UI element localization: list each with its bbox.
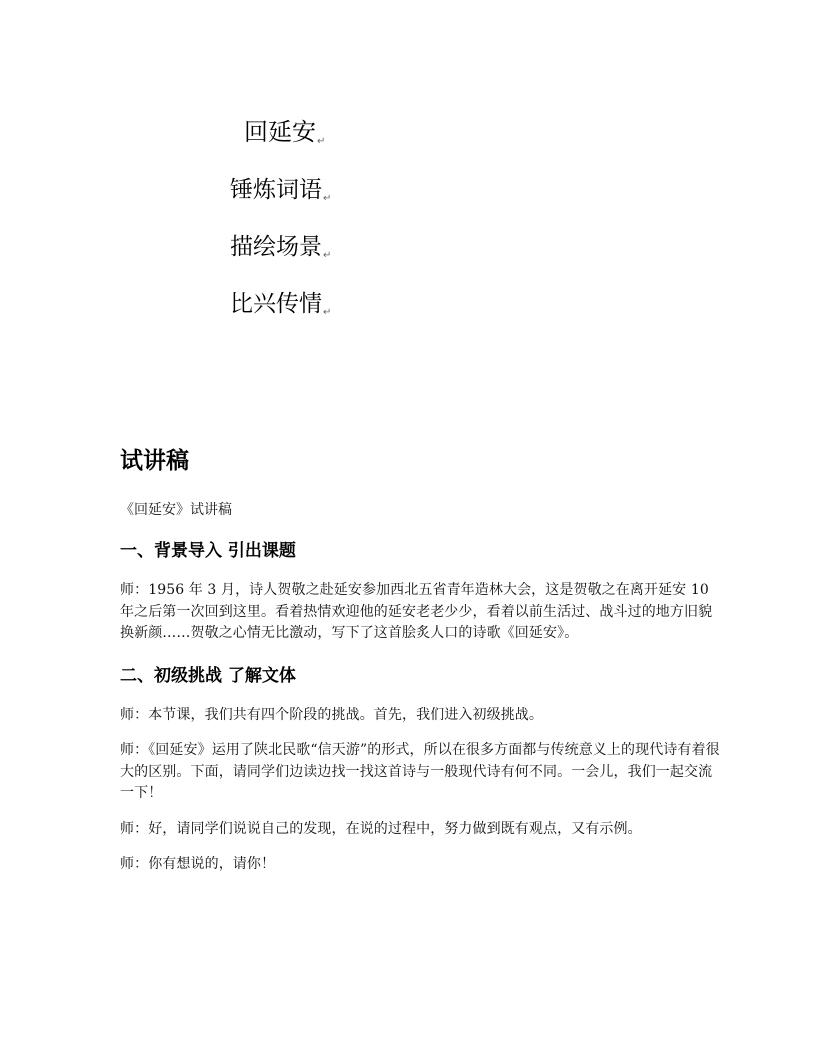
paragraph: 师：《回延安》运用了陕北民歌“信天游”的形式，所以在很多方面都与传统意义上的现代诗有着很大的区别。下面，请同学们边读边找一找这首诗与一般现代诗有何不同。一会儿，我们一起交流一下！ <box>120 742 720 801</box>
paragraph-mark-icon: ↵ <box>323 307 332 318</box>
board-item <box>230 288 331 329</box>
section-heading: 二、初级挑战 了解文体 <box>120 665 296 686</box>
board-outline <box>0 0 816 340</box>
paragraph <box>120 819 720 841</box>
paragraph: 师：1956 年 3 月，诗人贺敬之赴延安参加西北五省青年造林大会，这是贺敬之在离开延安 10 年之后第一次回到这里。看着热情欢迎他的延安老老少少，看着以前生活过、战斗过的地方旧貌换新颜……贺敬之心情无比激动，写下了这首脍炙人口的诗歌《回延安》。 <box>120 582 713 641</box>
paragraph-mark-icon: ↵ <box>323 193 332 204</box>
board-item-text: 比兴传情 <box>230 291 322 317</box>
section-heading: 一、背景导入 引出课题 <box>120 541 296 561</box>
paragraph-text: 师：好，请同学们说说自己的发现，在说的过程中，努力做到既有观点，又有示例。 <box>120 820 642 837</box>
board-item <box>230 174 331 215</box>
board-item-text: 描绘场景 <box>230 234 322 260</box>
document-title: 试讲稿 <box>120 448 189 474</box>
document-subtitle: 《回延安》试讲稿 <box>120 502 232 518</box>
board-title <box>244 116 325 158</box>
board-item-text: 锤炼词语 <box>230 177 322 203</box>
board-item <box>230 231 331 272</box>
document-body <box>120 444 720 876</box>
paragraph-mark-icon: ↵ <box>317 136 326 147</box>
paragraph: 师：你有想说的，请你！ <box>120 856 276 872</box>
paragraph-mark-icon: ↵ <box>323 250 332 261</box>
board-title-text: 回延安 <box>244 118 316 146</box>
paragraph: 师：本节课，我们共有四个阶段的挑战。首先，我们进入初级挑战。 <box>120 706 543 723</box>
